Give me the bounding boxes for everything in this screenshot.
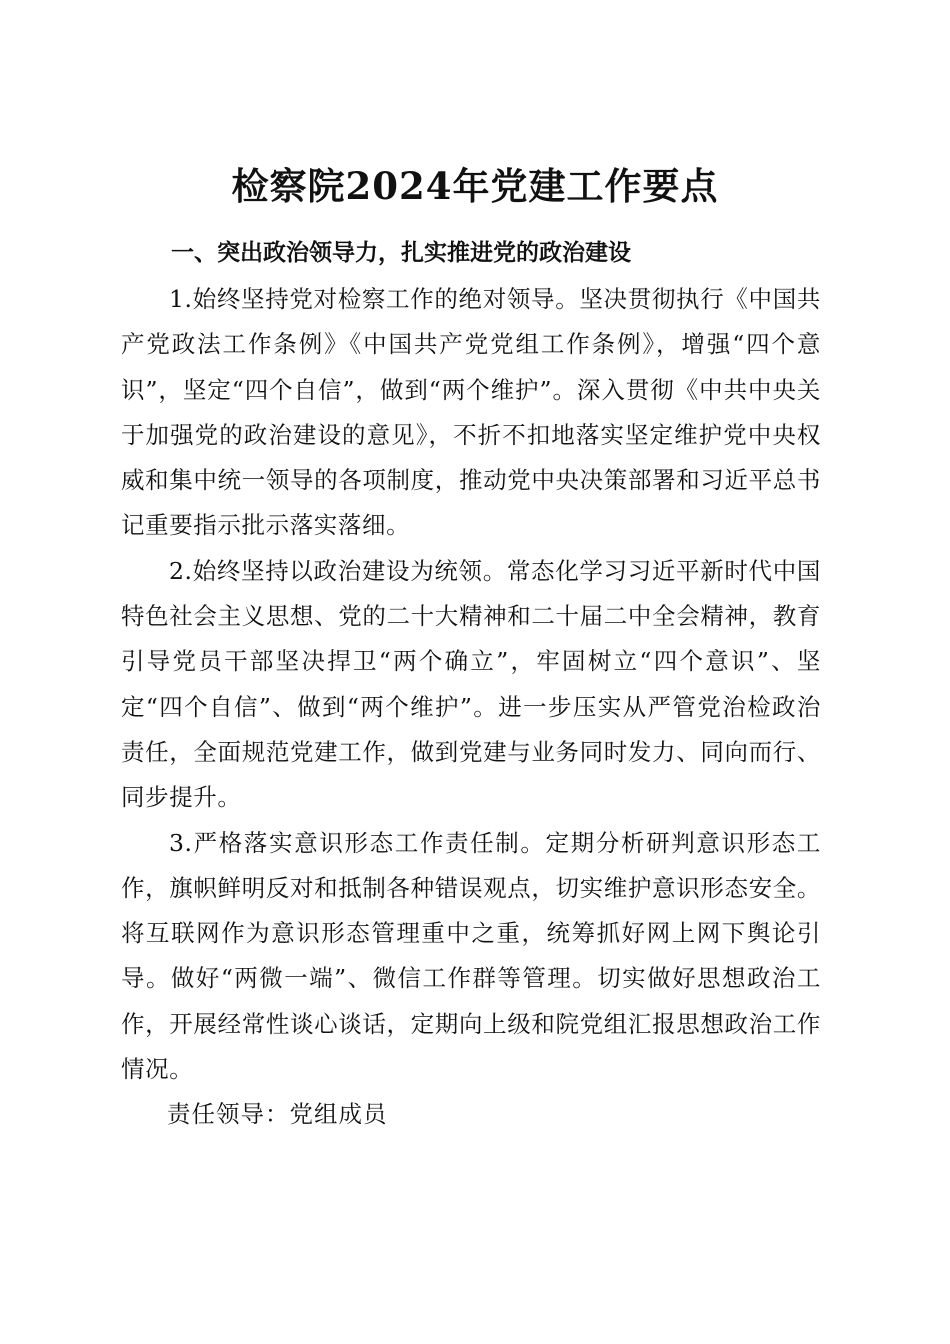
paragraph-item-2: 2.始终坚持以政治建设为统领。常态化学习习近平新时代中国特色社会主义思想、党的二十大精神和二十届二中全会精神，教育引导党员干部坚决捍卫“两个确立”，牢固树立“四个意识”、坚定“四个自信”、做到“两个维护”。进一步压实从严管党治检政治责任，全面规范党建工作，做到党建与业务同时发力、同向而行、同步提升。: [121, 556, 821, 812]
section-heading: 一、突出政治领导力，扎实推进党的政治建设: [171, 240, 631, 266]
document-title: 检察院2024年党建工作要点: [231, 163, 719, 208]
paragraph-item-3: 3.严格落实意识形态工作责任制。定期分析研判意识形态工作，旗帜鲜明反对和抵制各种错误观点，切实维护意识形态安全。将互联网作为意识形态管理重中之重，统筹抓好网上网下舆论引导。做好“两微一端”、微信工作群等管理。切实做好思想政治工作，开展经常性谈心谈话，定期向上级和院党组汇报思想政治工作情况。: [121, 828, 821, 1084]
responsible-leader: 责任领导：党组成员: [167, 1100, 388, 1129]
paragraph-item-1: 1.始终坚持党对检察工作的绝对领导。坚决贯彻执行《中国共产党政法工作条例》《中国共产党党组工作条例》，增强“四个意识”，坚定“四个自信”，做到“两个维护”。深入贯彻《中共中央关于加强党的政治建设的意见》，不折不扣地落实坚定维护党中央权威和集中统一领导的各项制度，推动党中央决策部署和习近平总书记重要指示批示落实落细。: [121, 285, 821, 540]
document-body: [121, 229, 821, 1138]
